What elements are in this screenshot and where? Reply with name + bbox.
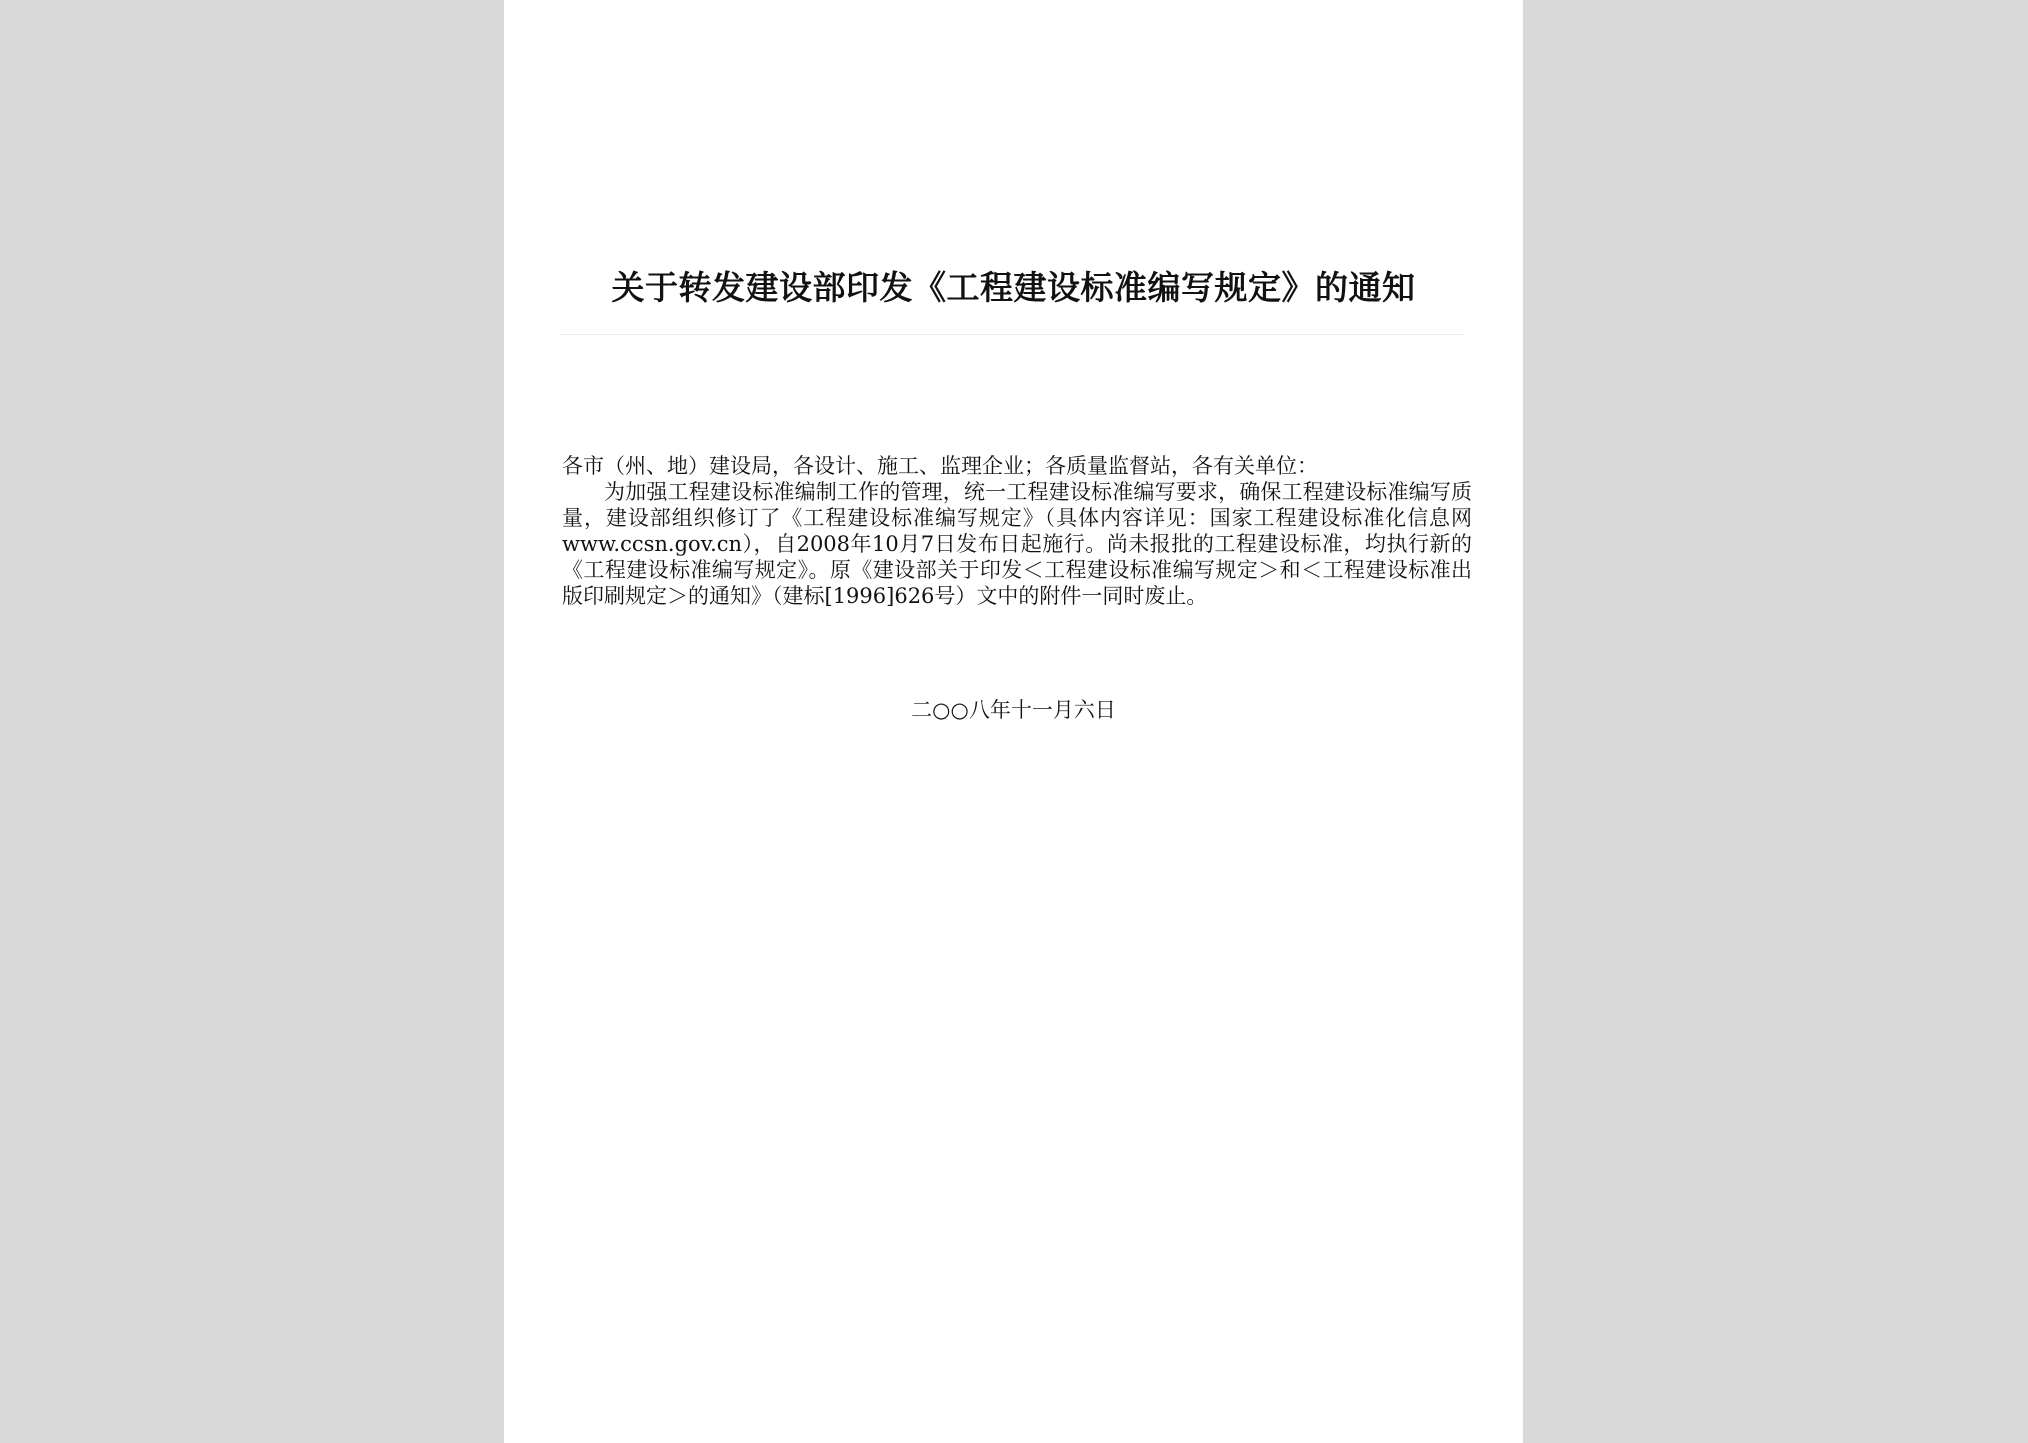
document-page	[504, 0, 1523, 1443]
document-title: 关于转发建设部印发《工程建设标准编写规定》的通知	[611, 268, 1416, 307]
title-divider	[559, 334, 1464, 335]
body-paragraph: 为加强工程建设标准编制工作的管理，统一工程建设标准编写要求，确保工程建设标准编写质量，建设部组织修订了《工程建设标准编写规定》（具体内容详见：国家工程建设标准化信息网www.ccsn.gov.cn），自2008年10月7日发布日起施行。尚未报批的工程建设标准，均执行新的《工程建设标准编写规定》。原《建设部关于印发＜工程建设标准编写规定＞和＜工程建设标准出版印刷规定＞的通知》（建标[1996]626号）文中的附件一同时废止。	[562, 480, 1472, 608]
document-body	[562, 453, 1472, 609]
document-date: 二○○八年十一月六日	[911, 698, 1116, 722]
salutation: 各市（州、地）建设局，各设计、施工、监理企业；各质量监督站，各有关单位：	[562, 454, 1318, 478]
